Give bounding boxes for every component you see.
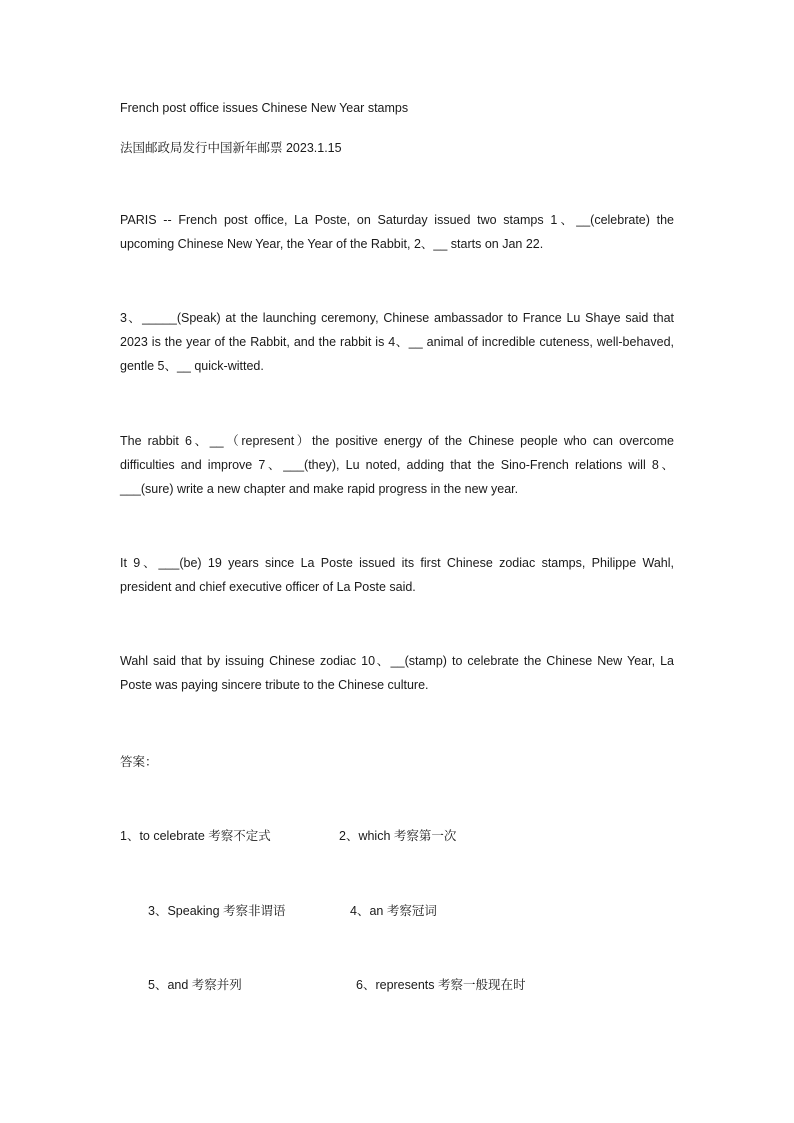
article-subtitle: 法国邮政局发行中国新年邮票 2023.1.15 [120, 141, 342, 155]
answer-item: 4、an 考察冠词 [350, 904, 437, 918]
answer-item: 6、represents 考察一般现在时 [356, 978, 526, 992]
paragraph-5: Wahl said that by issuing Chinese zodiac 10、__(stamp) to celebrate the Chinese New Year, La Poste was paying sincere tribute to the Chinese culture. [120, 654, 674, 692]
paragraph-4: It 9、___(be) 19 years since La Poste issued its first Chinese zodiac stamps, Philippe Wahl, president and chief executive officer of La Poste said. [120, 556, 674, 594]
paragraph-2: 3、_____(Speak) at the launching ceremony, Chinese ambassador to France Lu Shaye said that 2023 is the year of the Rabbit, and the rabbit is 4、__ animal of incredible cuteness, well-behaved, gentle 5、__ quick-witted. [120, 311, 674, 373]
answer-item: 2、which 考察第一次 [339, 829, 457, 843]
answer-item: 1、to celebrate 考察不定式 [120, 829, 271, 843]
paragraph-1: PARIS -- French post office, La Poste, on Saturday issued two stamps 1、__(celebrate) the upcoming Chinese New Year, the Year of the Rabbit, 2、__ starts on Jan 22. [120, 213, 674, 251]
answer-item: 5、and 考察并列 [148, 978, 242, 992]
paragraph-3: The rabbit 6、__（represent）the positive energy of the Chinese people who can overcome difficulties and improve 7、___(they), Lu noted, adding that the Sino-French relations will 8、___(sure) write a new chapter and make rapid progress in the new year. [120, 434, 674, 496]
answer-item: 3、Speaking 考察非谓语 [148, 904, 286, 918]
answer-heading: 答案： [120, 755, 158, 769]
article-title: French post office issues Chinese New Year stamps [120, 101, 409, 115]
